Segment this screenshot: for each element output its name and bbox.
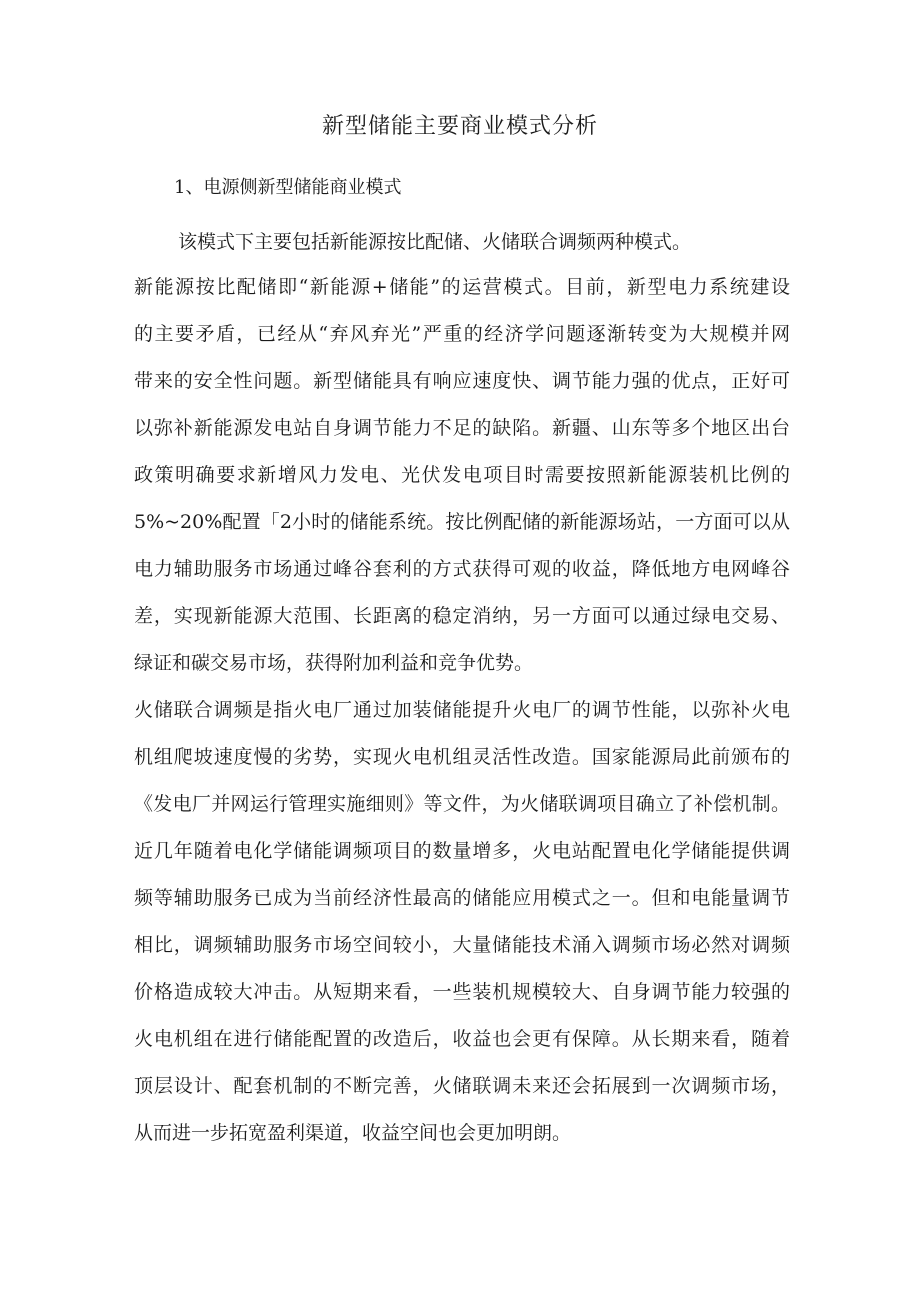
paragraph-line: 新能源按比配储即“新能源+储能”的运营模式。目前，新型电力系统建设	[134, 276, 790, 298]
section-heading: 1、电源侧新型储能商业模式	[174, 177, 402, 198]
paragraph-line: 机组爬坡速度慢的劣势，实现火电机组灵活性改造。国家能源局此前颁布的	[134, 746, 790, 768]
paragraph-line: 的主要矛盾，已经从“弃风弃光”严重的经济学问题逐渐转变为大规模并网	[134, 323, 790, 345]
paragraph-line: 5%~20%配置「2小时的储能系统。按比例配储的新能源场站，一方面可以从	[134, 511, 790, 533]
paragraph-line: 火储联合调频是指火电厂通过加装储能提升火电厂的调节性能，以弥补火电	[134, 699, 790, 721]
paragraph-line: 电力辅助服务市场通过峰谷套利的方式获得可观的收益，降低地方电网峰谷	[134, 558, 790, 580]
intro-paragraph: 该模式下主要包括新能源按比配储、火储联合调频两种模式。	[178, 231, 692, 253]
paragraph-line: 频等辅助服务已成为当前经济性最高的储能应用模式之一。但和电能量调节	[134, 887, 790, 909]
paragraph-line: 价格造成较大冲击。从短期来看，一些装机规模较大、自身调节能力较强的	[134, 981, 790, 1003]
paragraph-line: 绿证和碳交易市场，获得附加利益和竞争优势。	[134, 652, 534, 674]
paragraph-line: 差，实现新能源大范围、长距离的稳定消纳，另一方面可以通过绿电交易、	[134, 605, 790, 627]
paragraph-line: 火电机组在进行储能配置的改造后，收益也会更有保障。从长期来看，随着	[134, 1028, 790, 1050]
paragraph-line: 《发电厂并网运行管理实施细则》等文件，为火储联调项目确立了补偿机制。	[134, 793, 790, 815]
paragraph-line: 带来的安全性问题。新型储能具有响应速度快、调节能力强的优点，正好可	[134, 370, 790, 392]
paragraph-line: 政策明确要求新增风力发电、光伏发电项目时需要按照新能源装机比例的	[134, 464, 790, 486]
paragraph-line: 从而进一步拓宽盈利渠道，收益空间也会更加明朗。	[134, 1122, 572, 1144]
document-title: 新型储能主要商业模式分析	[321, 114, 598, 139]
paragraph-line: 顶层设计、配套机制的不断完善，火储联调未来还会拓展到一次调频市场，	[134, 1075, 790, 1097]
paragraph-line: 相比，调频辅助服务市场空间较小，大量储能技术涌入调频市场必然对调频	[134, 934, 790, 956]
paragraph-line: 以弥补新能源发电站自身调节能力不足的缺陷。新疆、山东等多个地区出台	[134, 417, 790, 439]
paragraph-line: 近几年随着电化学储能调频项目的数量增多，火电站配置电化学储能提供调	[134, 840, 790, 862]
